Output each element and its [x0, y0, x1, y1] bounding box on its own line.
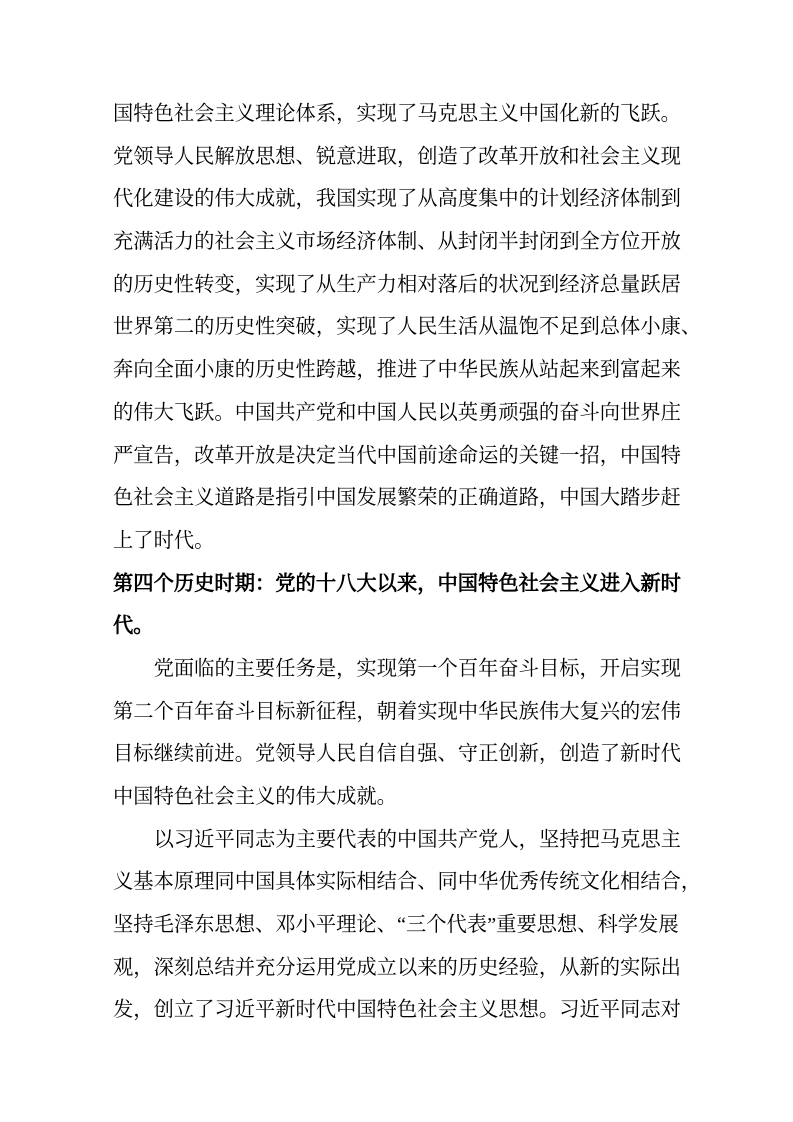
- text-line: 义基本原理同中国具体实际相结合、同中华优秀传统文化相结合，: [113, 871, 702, 894]
- text-line: 坚持毛泽东思想、邓小平理论、“三个代表”重要思想、科学发展: [113, 914, 679, 937]
- document-body: [113, 93, 702, 1032]
- text-line: 发，创立了习近平新时代中国特色社会主义思想。习近平同志对: [113, 999, 681, 1022]
- paragraph-new-era: [113, 819, 702, 1032]
- section-heading: [113, 563, 680, 648]
- text-line: 代化建设的伟大成就，我国实现了从高度集中的计划经济体制到: [113, 188, 681, 211]
- text-line: 严宣告，改革开放是决定当代中国前途命运的关键一招，中国特: [113, 444, 681, 467]
- text-line: 观，深刻总结并充分运用党成立以来的历史经验，从新的实际出: [113, 956, 681, 979]
- text-line: 党面临的主要任务是，实现第一个百年奋斗目标，开启实现: [153, 657, 681, 680]
- text-line: 目标继续前进。党领导人民自信自强、守正创新，创造了新时代: [113, 743, 681, 766]
- text-line: 上了时代。: [113, 529, 215, 552]
- text-line: 代。: [113, 615, 154, 638]
- text-line: 以习近平同志为主要代表的中国共产党人，坚持把马克思主: [153, 828, 681, 851]
- text-line: 的历史性转变，实现了从生产力相对落后的状况到经济总量跃居: [113, 273, 681, 296]
- text-line: 党领导人民解放思想、锐意进取，创造了改革开放和社会主义现: [113, 145, 681, 168]
- text-line: 奔向全面小康的历史性跨越，推进了中华民族从站起来到富起来: [113, 359, 681, 382]
- paragraph-main-task: [113, 648, 680, 819]
- text-line: 充满活力的社会主义市场经济体制、从封闭半封闭到全方位开放: [113, 231, 681, 254]
- text-line: 中国特色社会主义的伟大成就。: [113, 786, 397, 808]
- text-line: 的伟大飞跃。中国共产党和中国人民以英勇顽强的奋斗向世界庄: [113, 401, 681, 424]
- text-line: 第二个百年奋斗目标新征程，朝着实现中华民族伟大复兴的宏伟: [113, 700, 681, 723]
- paragraph-continued: [113, 93, 702, 563]
- text-line: 第四个历史时期：党的十八大以来，中国特色社会主义进入新时: [113, 572, 681, 595]
- text-line: 国特色社会主义理论体系，实现了马克思主义中国化新的飞跃。: [113, 103, 681, 125]
- text-line: 色社会主义道路是指引中国发展繁荣的正确道路，中国大踏步赶: [113, 487, 681, 510]
- text-line: 世界第二的历史性突破，实现了人民生活从温饱不足到总体小康、: [113, 316, 702, 339]
